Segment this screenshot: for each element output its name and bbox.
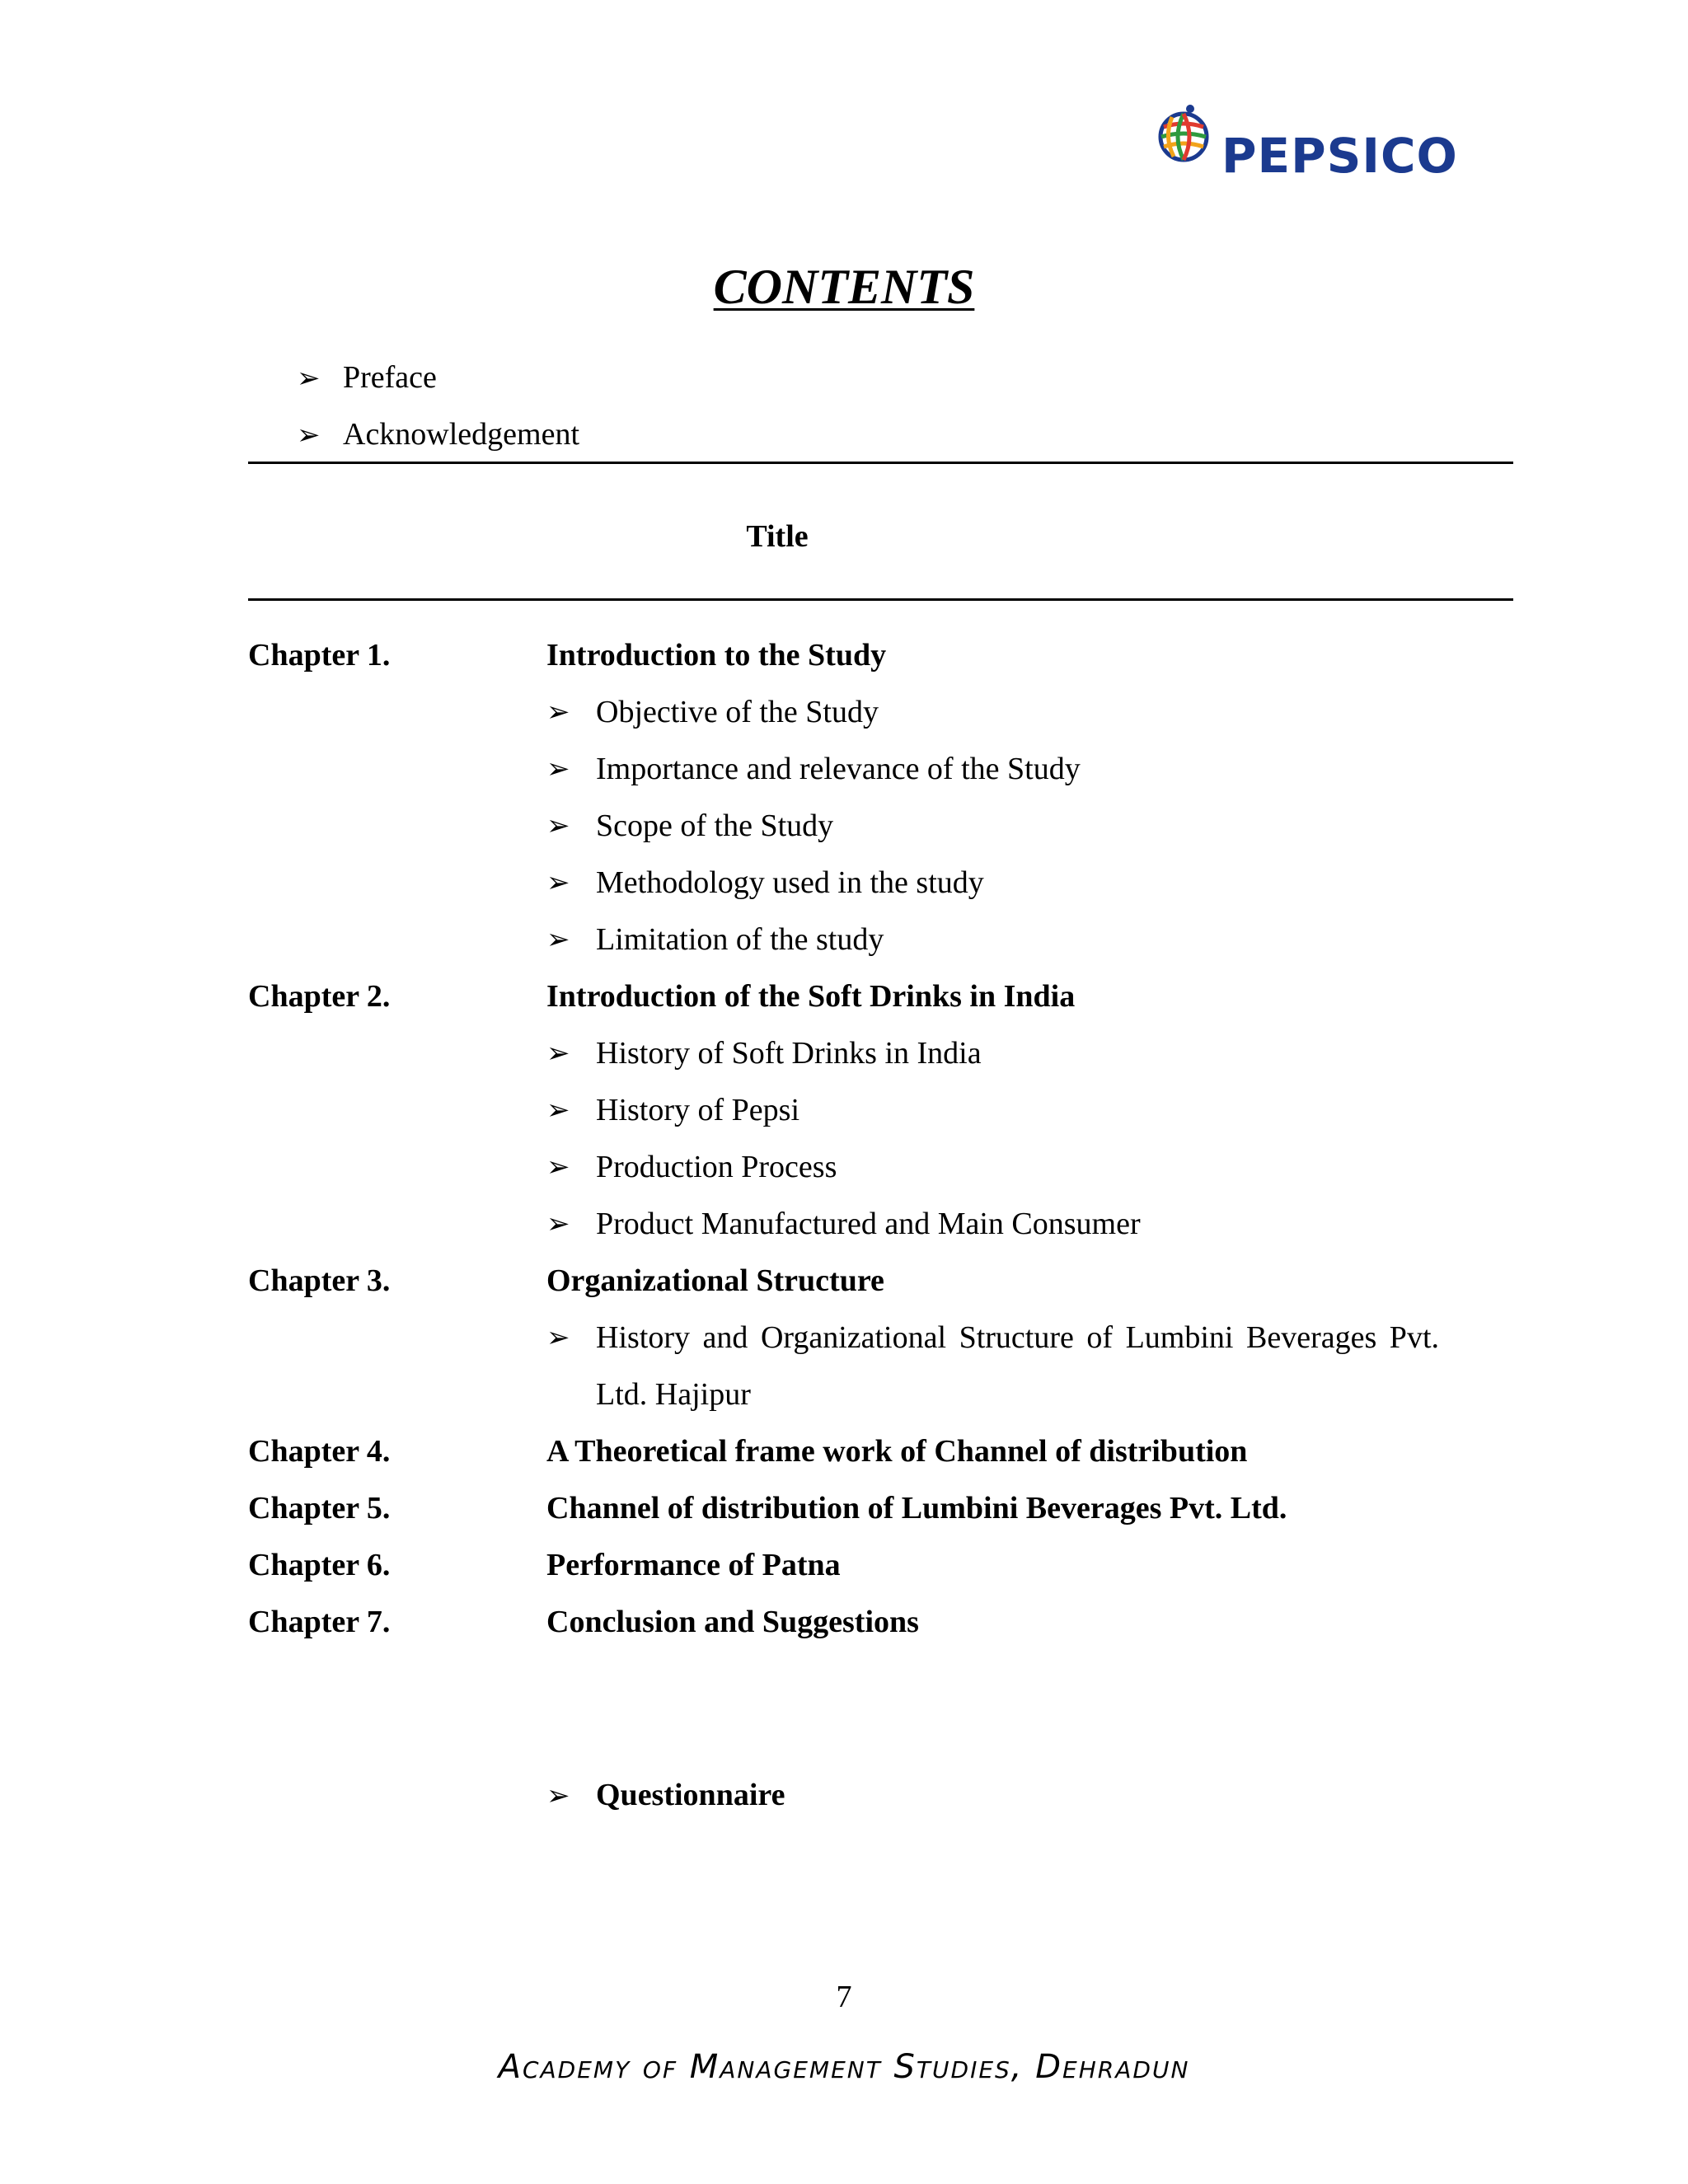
pepsico-globe-icon [1154, 97, 1217, 170]
chapter-row[interactable] [248, 968, 1439, 1025]
contents-heading: CONTENTS [713, 260, 975, 314]
arrow-bullet-icon: ➢ [546, 1037, 570, 1070]
sub-item[interactable] [546, 741, 1439, 798]
front-matter-label: Acknowledgement [343, 417, 580, 452]
chapter-4 [248, 1423, 1439, 1480]
chapter-row[interactable] [248, 627, 1439, 684]
divider-top [248, 462, 1513, 464]
arrow-bullet-icon: ➢ [546, 696, 570, 729]
chapter-5 [248, 1480, 1439, 1537]
chapter-number: Chapter 1. [248, 638, 391, 673]
sub-item-label: Methodology used in the study [596, 865, 984, 900]
chapter-3 [248, 1253, 1439, 1423]
arrow-bullet-icon: ➢ [297, 419, 321, 452]
sub-item[interactable] [546, 1310, 1439, 1423]
sub-item-label: History and Organizational Structure of Lumbini Beverages Pvt. Ltd. Hajipur [596, 1320, 1439, 1412]
chapter-number: Chapter 6. [248, 1548, 391, 1582]
chapter-number: Chapter 4. [248, 1434, 391, 1469]
pepsico-logo [1154, 97, 1458, 188]
chapter-6 [248, 1537, 1439, 1594]
chapter-title: Conclusion and Suggestions [546, 1605, 919, 1639]
sub-item[interactable] [546, 1139, 1439, 1196]
chapter-row[interactable] [248, 1480, 1439, 1537]
chapter-row[interactable] [248, 1253, 1439, 1310]
arrow-bullet-icon: ➢ [546, 1321, 570, 1354]
sub-item-label: Scope of the Study [596, 808, 834, 843]
arrow-bullet-icon: ➢ [546, 923, 570, 956]
sub-item[interactable] [546, 798, 1439, 855]
chapter-number: Chapter 2. [248, 979, 391, 1014]
table-of-contents [248, 627, 1439, 1651]
arrow-bullet-icon: ➢ [546, 1207, 570, 1240]
sub-item-label: Importance and relevance of the Study [596, 752, 1081, 786]
chapter-sub-list [546, 1310, 1439, 1423]
sub-item-label: History of Pepsi [596, 1093, 799, 1127]
chapter-row[interactable] [248, 1537, 1439, 1594]
chapter-number: Chapter 3. [248, 1263, 391, 1298]
chapter-title: A Theoretical frame work of Channel of distribution [546, 1434, 1248, 1469]
pepsico-wordmark: PEPSICO [1221, 128, 1458, 184]
front-matter-item-preface[interactable] [297, 349, 579, 406]
chapter-1 [248, 627, 1439, 968]
sub-item-label: Limitation of the study [596, 922, 884, 957]
sub-item[interactable] [546, 1082, 1439, 1139]
chapter-title: Organizational Structure [546, 1263, 884, 1298]
sub-item[interactable] [546, 1196, 1439, 1253]
chapter-7 [248, 1594, 1439, 1651]
arrow-bullet-icon: ➢ [546, 866, 570, 899]
chapter-sub-list [546, 684, 1439, 968]
table-header-title: Title [746, 519, 809, 554]
chapter-number: Chapter 7. [248, 1605, 391, 1639]
arrow-bullet-icon: ➢ [546, 752, 570, 785]
sub-item[interactable] [546, 855, 1439, 912]
arrow-bullet-icon: ➢ [546, 1094, 570, 1127]
chapter-title: Introduction of the Soft Drinks in India [546, 979, 1076, 1014]
chapter-2 [248, 968, 1439, 1253]
appendix-questionnaire[interactable] [546, 1767, 785, 1825]
front-matter-label: Preface [343, 360, 437, 395]
sub-item-label: Objective of the Study [596, 695, 879, 729]
page-footer: Academy of Management Studies, Dehradun [498, 2048, 1190, 2086]
divider-bottom [248, 598, 1513, 601]
page-number: 7 [836, 1980, 852, 2014]
sub-item[interactable] [546, 1025, 1439, 1082]
chapter-row[interactable] [248, 1594, 1439, 1651]
chapter-row[interactable] [248, 1423, 1439, 1480]
front-matter-list [297, 349, 579, 463]
sub-item[interactable] [546, 684, 1439, 741]
front-matter-item-acknowledgement[interactable] [297, 406, 579, 463]
sub-item[interactable] [546, 912, 1439, 968]
chapter-number: Chapter 5. [248, 1491, 391, 1526]
chapter-title: Channel of distribution of Lumbini Beverages Pvt. Ltd. [546, 1491, 1287, 1526]
arrow-bullet-icon: ➢ [546, 1779, 570, 1812]
arrow-bullet-icon: ➢ [546, 809, 570, 842]
chapter-title: Performance of Patna [546, 1548, 841, 1582]
sub-item-label: History of Soft Drinks in India [596, 1036, 982, 1071]
appendix-label: Questionnaire [596, 1778, 785, 1812]
arrow-bullet-icon: ➢ [297, 362, 321, 395]
sub-item-label: Production Process [596, 1150, 837, 1184]
sub-item-label: Product Manufactured and Main Consumer [596, 1207, 1141, 1241]
arrow-bullet-icon: ➢ [546, 1151, 570, 1183]
chapter-sub-list [546, 1025, 1439, 1253]
chapter-title: Introduction to the Study [546, 638, 887, 673]
